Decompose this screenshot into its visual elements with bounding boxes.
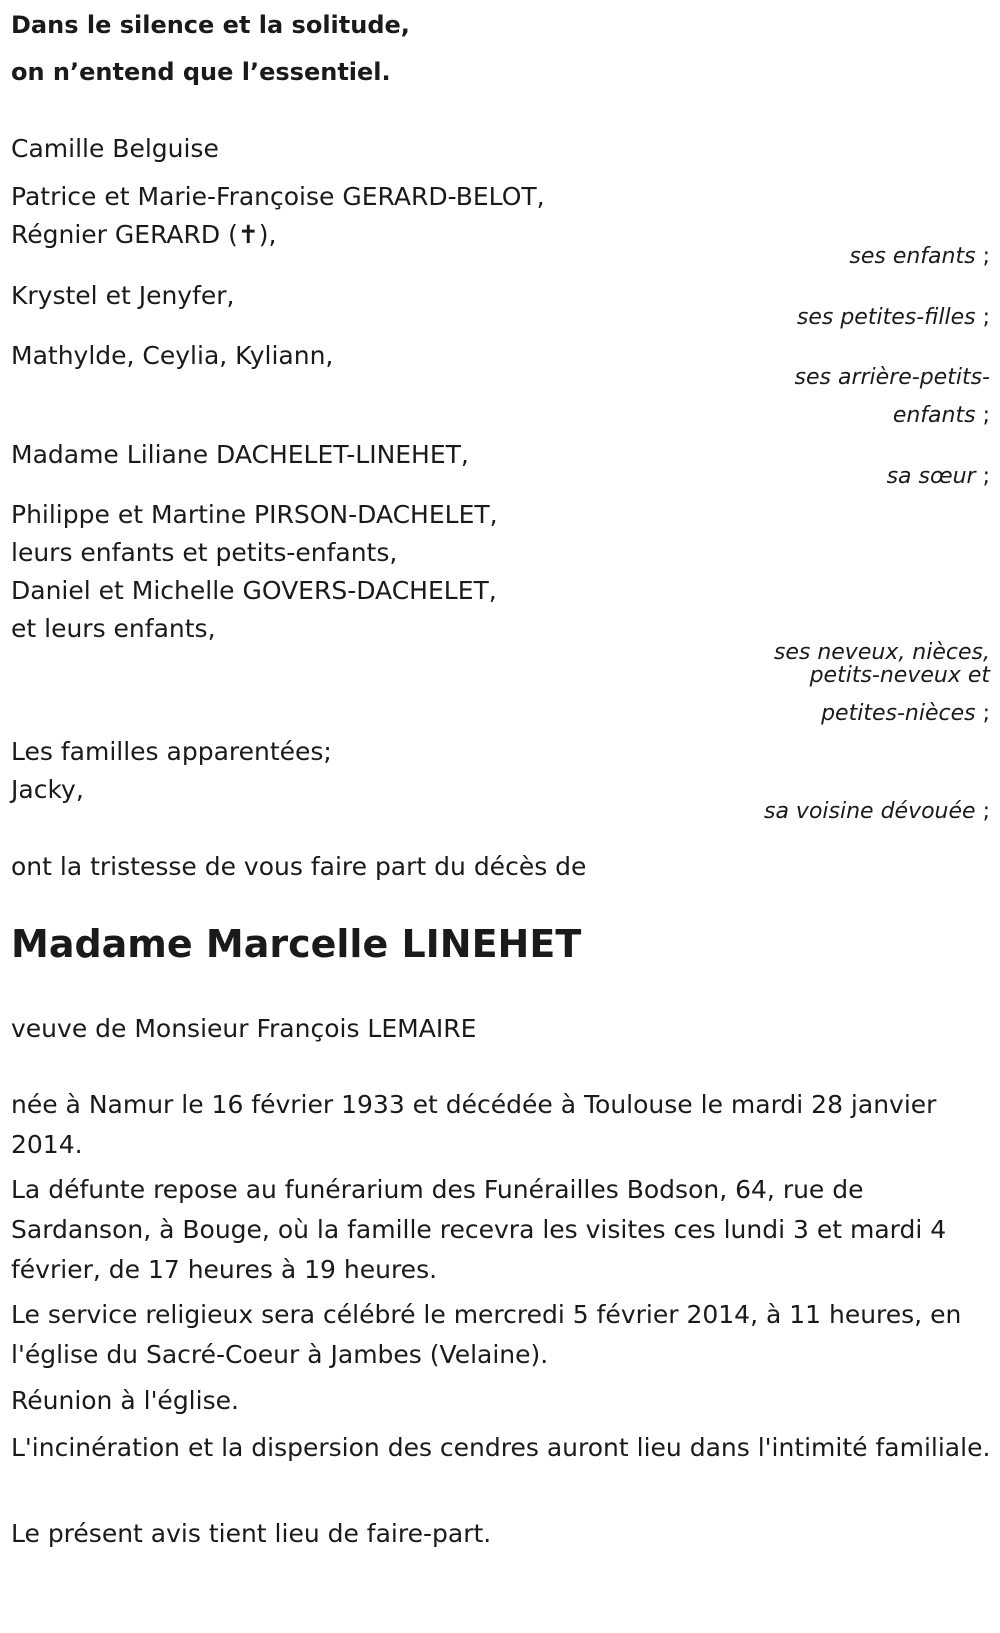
role-semicolon: ; [982,403,990,428]
role-great-grandchildren-text: enfants [892,403,976,428]
family-related: Les familles apparentées; [11,737,332,766]
family-great-grandchildren: Mathylde, Ceylia, Kyliann, [11,341,334,370]
role-sister [887,463,990,491]
role-neighbor-text: sa voisine dévouée [764,799,976,824]
role-children [849,243,990,271]
family-camille: Camille Belguise [11,134,219,163]
role-nephews-line-3 [821,700,990,728]
deceased-name: Madame Marcelle LINEHET [11,922,582,966]
role-semicolon: ; [982,305,990,330]
role-neighbor [764,798,990,826]
rest-paragraph: La défunte repose au funérarium des Funérailles Bodson, 64, rue de Sardanson, à Bouge, où la famille recevra les visites ces lundi 3 et mardi 4 février, de 17 heures à 19 heures. [11,1175,947,1284]
role-grandchildren [797,304,990,332]
motto-line-1: Dans le silence et la solitude, [11,11,410,39]
birth-death-paragraph: née à Namur le 16 février 1933 et décédée à Toulouse le mardi 28 janvier 2014. [11,1090,937,1159]
role-semicolon: ; [982,464,990,489]
family-nephews-line-1: Philippe et Martine PIRSON-DACHELET, [11,500,498,529]
role-semicolon: ; [982,701,990,726]
widow-of: veuve de Monsieur François LEMAIRE [11,1014,477,1043]
family-children-line-2: Régnier GERARD (✝), [11,220,277,249]
role-nephews-text: petites-nièces [821,701,976,726]
family-nephews-line-2: leurs enfants et petits-enfants, [11,538,398,567]
role-sister-text: sa sœur [886,464,976,489]
role-great-grandchildren-line-2 [893,402,990,430]
notice-paragraph: Le présent avis tient lieu de faire-part. [11,1519,492,1548]
role-nephews-line-2: petits-neveux et [809,663,990,688]
role-nephews-line-1: ses neveux, nièces, [773,640,990,665]
cremation-paragraph: L'incinération et la dispersion des cendres auront lieu dans l'intimité familiale. [11,1433,991,1462]
family-nephews-line-3: Daniel et Michelle GOVERS-DACHELET, [11,576,497,605]
family-sister: Madame Liliane DACHELET-LINEHET, [11,440,469,469]
meeting-paragraph: Réunion à l'église. [11,1386,239,1415]
family-nephews-line-4: et leurs enfants, [11,614,216,643]
announcement-intro: ont la tristesse de vous faire part du décès de [11,852,587,881]
family-grandchildren: Krystel et Jenyfer, [11,281,235,310]
family-neighbor: Jacky, [11,775,84,804]
role-semicolon: ; [982,799,990,824]
family-children-line-1: Patrice et Marie-Françoise GERARD-BELOT, [11,182,545,211]
motto-line-2: on n’entend que l’essentiel. [11,58,391,86]
role-grandchildren-text: ses petites-filles [796,305,976,330]
role-great-grandchildren-line-1: ses arrière-petits- [794,365,990,390]
role-children-text: ses enfants [849,244,976,269]
service-paragraph: Le service religieux sera célébré le mercredi 5 février 2014, à 11 heures, en l'église du Sacré-Coeur à Jambes (Velaine). [11,1300,962,1369]
role-semicolon: ; [982,244,990,269]
